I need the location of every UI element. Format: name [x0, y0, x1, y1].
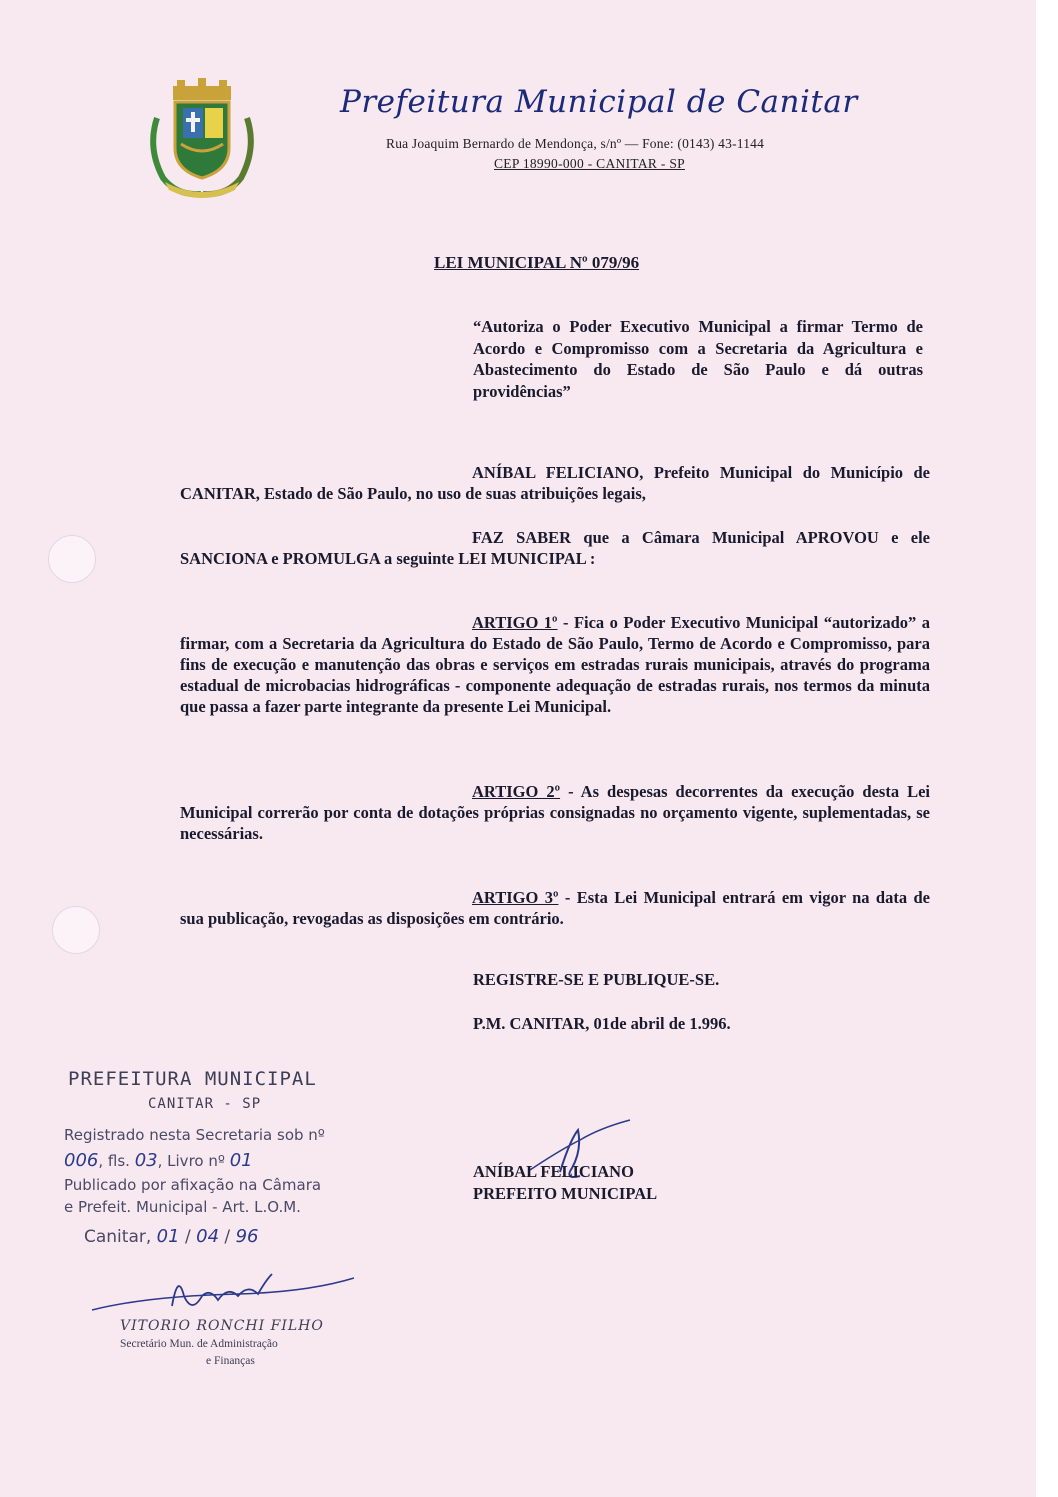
- letterhead-address: Rua Joaquim Bernardo de Mendonça, s/nº — Fone: (0143) 43-1144: [386, 136, 765, 151]
- stamp-livro-value: 01: [229, 1150, 253, 1171]
- letterhead-cep: CEP 18990-000 - CANITAR - SP: [494, 156, 685, 171]
- article-1: [180, 612, 930, 717]
- faz-saber-lead: FAZ SABER que a Câmara Municipal APROVOU e: [472, 528, 899, 547]
- intro-rest: Município de CANITAR, Estado de São Paulo, no uso de suas atribuições legais,: [180, 463, 930, 503]
- punch-hole: [52, 906, 100, 954]
- stamp-livro-label: , Livro nº: [157, 1152, 225, 1170]
- punch-hole: [48, 535, 96, 583]
- article-2: [180, 781, 930, 844]
- stamp-month: 04: [196, 1226, 220, 1247]
- signer-name: ANÍBAL FELICIANO: [473, 1162, 634, 1181]
- article-3-label: ARTIGO 3º: [472, 888, 559, 907]
- scan-margin: [1036, 0, 1058, 1497]
- register-line: REGISTRE-SE E PUBLIQUE-SE.: [473, 970, 720, 989]
- secretary-signature-icon: [88, 1266, 358, 1326]
- article-1-text: - Fica o Poder Executivo Municipal “autorizado” a firmar, com a Secretaria da Agricultura do Estado de São Paulo, Termo de Acordo e Compromisso, para fins de execução e manutenção das obras e serviços em estradas rurais municipais, através do programa estadual de microbacias hidrográficas - componente adequação de estradas rurais, nos termos da minuta que passa a fazer parte integrante da presente Lei Municipal.: [180, 613, 930, 716]
- law-summary: “Autoriza o Poder Executivo Municipal a firmar Termo de Acordo e Compromisso com a Secretaria da Agricultura e Abastecimento do Estado de São Paulo e dá outras providências”: [473, 317, 923, 401]
- stamp-city: CANITAR - SP: [148, 1096, 262, 1112]
- stamp-title: PREFEITURA MUNICIPAL: [68, 1068, 317, 1090]
- intro-lead: ANÍBAL FELICIANO, Prefeito Municipal do: [472, 463, 821, 482]
- stamp-fls-label: , fls.: [98, 1152, 130, 1170]
- stamp-canitar-label: Canitar,: [84, 1227, 152, 1247]
- stamp-prefeit: e Prefeit. Municipal - Art. L.O.M.: [64, 1198, 301, 1216]
- intro-paragraph: [180, 462, 930, 504]
- stamp-record-line: [64, 1150, 253, 1171]
- place-date: P.M. CANITAR, 01de abril de 1.996.: [473, 1014, 731, 1033]
- stamp-published: Publicado por afixação na Câmara: [64, 1176, 322, 1194]
- stamp-secretary-role-2: e Finanças: [206, 1355, 255, 1367]
- stamp-fls-value: 03: [134, 1150, 158, 1171]
- letterhead-title: Prefeitura Municipal de Canitar: [340, 84, 858, 120]
- registration-stamp: [60, 1066, 390, 1386]
- stamp-date-line: Canitar, 01 / 04 / 96: [84, 1226, 259, 1247]
- article-3-text: - Esta Lei Municipal entrará em vigor na data de sua publicação, revogadas as disposições em contrário.: [180, 888, 930, 928]
- article-2-text: - As despesas decorrentes da execução desta Lei Municipal correrão por conta de dotações próprias consignadas no orçamento vigente, suplementadas, se necessárias.: [180, 782, 930, 843]
- article-1-label: ARTIGO 1º: [472, 613, 558, 632]
- stamp-registered: Registrado nesta Secretaria sob nº: [64, 1126, 325, 1144]
- stamp-secretary-name: VITORIO RONCHI FILHO: [120, 1318, 324, 1334]
- law-title: LEI MUNICIPAL Nº 079/96: [434, 253, 640, 272]
- stamp-day: 01: [156, 1226, 180, 1247]
- article-2-label: ARTIGO 2º: [472, 782, 561, 801]
- faz-saber-paragraph: [180, 527, 930, 569]
- faz-saber-rest: ele SANCIONA e PROMULGA a seguinte LEI MUNICIPAL :: [180, 528, 930, 568]
- article-3: [180, 887, 930, 929]
- signer-role: PREFEITO MUNICIPAL: [473, 1184, 658, 1203]
- stamp-year: 96: [235, 1226, 259, 1247]
- municipal-coat-of-arms-icon: [143, 78, 261, 200]
- stamp-reg-number: 006: [64, 1150, 99, 1171]
- stamp-secretary-role: Secretário Mun. de Administração: [120, 1338, 278, 1350]
